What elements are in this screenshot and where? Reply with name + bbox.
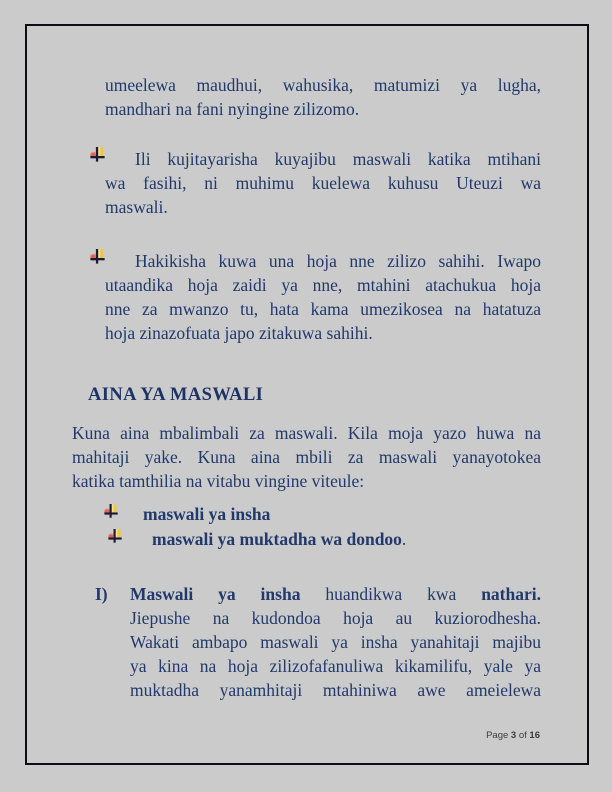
page-footer [486, 729, 540, 742]
text-line: Wakati ambapo maswali ya insha yanahitaji majibu [130, 632, 541, 652]
intro-paragraph [72, 421, 541, 493]
list-item-label: maswali ya muktadha wa dondoo [152, 529, 402, 549]
colored-plus-bullet-icon [108, 529, 123, 544]
footer-page-number: 3 [510, 730, 517, 741]
text-line: katika tamthilia na vitabu vingine viteule: [72, 471, 365, 491]
text-line: Jiepushe na kudondoa hoja au kuziorodhesha. [130, 608, 541, 628]
text-line: Hakikisha kuwa una hoja nne zilizo sahihi. Iwapo [135, 251, 541, 271]
text-line: Ili kujitayarisha kuyajibu maswali katika mtihani [135, 149, 541, 169]
footer-of-word: of [518, 730, 527, 741]
text-line: mandhari na fani nyingine zilizomo. [105, 99, 360, 119]
text-line: ya kina na hoja zilizofafanuliwa kikamilifu, yale ya [130, 656, 541, 676]
text-line: mahitaji yake. Kuna aina mbili za maswali yanayotokea [72, 447, 541, 467]
list-item-label: maswali ya insha [143, 504, 271, 524]
colored-plus-bullet-icon [104, 504, 119, 519]
text-line: umeelewa maudhui, wahusika, matumizi ya lugha, [105, 75, 541, 95]
numbered-item-body [130, 582, 541, 702]
paragraph-continuation [105, 73, 541, 121]
colored-plus-bullet-icon [90, 249, 106, 265]
list-item-suffix: . [401, 529, 407, 549]
bullet-item-body [105, 171, 541, 219]
bold-phrase: nathari. [481, 584, 542, 604]
list-item [152, 528, 406, 550]
numbered-item-label: I) [95, 584, 108, 604]
text-line [130, 582, 541, 606]
text-line: nne za mwanzo tu, hata kama umezikosea na hatatuza [105, 299, 541, 319]
normal-phrase: huandikwa kwa [325, 584, 457, 604]
list-item [143, 503, 270, 525]
text-line: Kuna aina mbalimbali za maswali. Kila moja yazo huwa na [72, 423, 541, 443]
bullet-item-body [105, 273, 541, 345]
bullet-item-first-line [135, 249, 541, 273]
text-line: hoja zinazofuata japo zitakuwa sahihi. [105, 323, 373, 343]
text-line: muktadha yanamhitaji mtahiniwa awe ameielewa [130, 680, 541, 700]
text-line: maswali. [105, 197, 168, 217]
footer-prefix: Page [486, 730, 509, 741]
bold-phrase: Maswali ya insha [130, 584, 301, 604]
text-line: wa fasihi, ni muhimu kuelewa kuhusu Uteuzi wa [105, 173, 541, 193]
colored-plus-bullet-icon [90, 147, 106, 163]
section-heading: AINA YA MASWALI [88, 385, 264, 405]
text-line: utaandika hoja zaidi ya nne, mtahini atachukua hoja [105, 275, 541, 295]
footer-total-pages: 16 [529, 730, 540, 741]
bullet-item-first-line [135, 147, 541, 171]
